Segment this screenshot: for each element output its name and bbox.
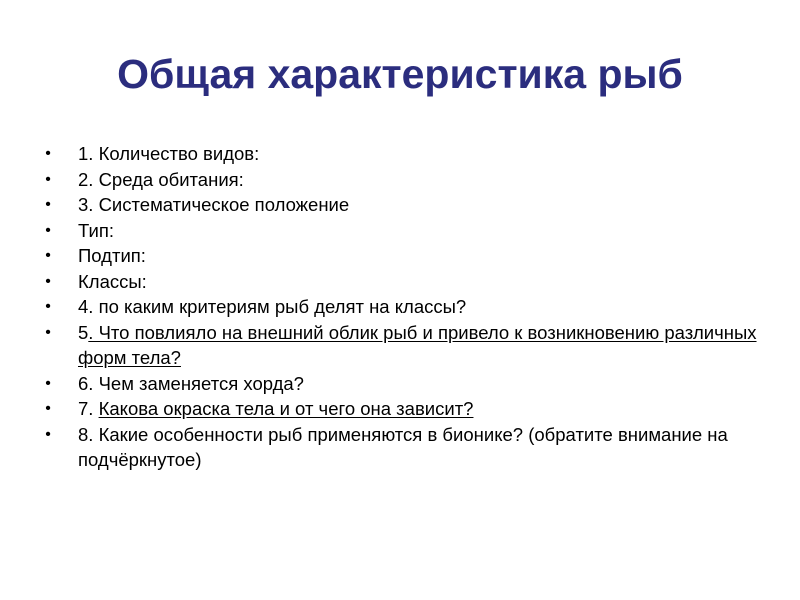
- list-item-underlined-text: . Что повлияло на внешний облик рыб и привело к возникновению различных форм тела?: [78, 321, 757, 368]
- list-item-classes: [40, 269, 760, 295]
- list-item-text: 3. Систематическое положение: [78, 194, 350, 215]
- list-item-text: 4. по каким критериям рыб делят на классы?: [78, 296, 467, 317]
- bullet-icon: •: [45, 298, 51, 315]
- bullet-icon: •: [45, 221, 51, 239]
- bullet-icon: •: [45, 170, 51, 188]
- list-item-body-shape: [40, 320, 760, 371]
- list-item-text: 8. Какие особенности рыб применяются в бионике? (обратите внимание на подчёркнутое): [78, 423, 728, 470]
- list-item-prefix: 7.: [78, 398, 99, 419]
- bullet-icon: •: [45, 196, 51, 213]
- list-item-habitat: [40, 167, 760, 193]
- list-item-body-color: [40, 396, 760, 422]
- list-item-prefix: 5: [78, 321, 89, 343]
- list-item-species-count: [40, 141, 760, 167]
- list-item-class-criteria: [40, 294, 760, 320]
- list-item-systematic-position: [40, 192, 760, 218]
- list-item-text: 6. Чем заменяется хорда?: [78, 372, 304, 394]
- list-item-text: Классы:: [78, 270, 147, 292]
- list-item-text: Подтип:: [78, 245, 146, 266]
- bullet-icon: •: [45, 425, 51, 443]
- bullet-icon: •: [45, 323, 51, 341]
- bullet-icon: •: [45, 247, 51, 264]
- list-item-bionics: [40, 422, 760, 473]
- list-item-phylum: [40, 218, 760, 244]
- list-item-text: 1. Количество видов:: [78, 143, 260, 164]
- list-item-text: 2. Среда обитания:: [78, 168, 244, 190]
- bullet-icon: •: [45, 272, 51, 290]
- bullet-list: [40, 141, 760, 473]
- slide-title: Общая характеристика рыб: [117, 51, 683, 97]
- list-item-notochord: [40, 371, 760, 397]
- list-item-text: Тип:: [78, 219, 114, 241]
- list-item-underlined-text: Какова окраска тела и от чего она зависит?: [98, 398, 474, 419]
- bullet-icon: •: [45, 145, 51, 162]
- bullet-icon: •: [45, 400, 51, 417]
- list-item-subphylum: [40, 243, 760, 269]
- bullet-icon: •: [45, 374, 51, 392]
